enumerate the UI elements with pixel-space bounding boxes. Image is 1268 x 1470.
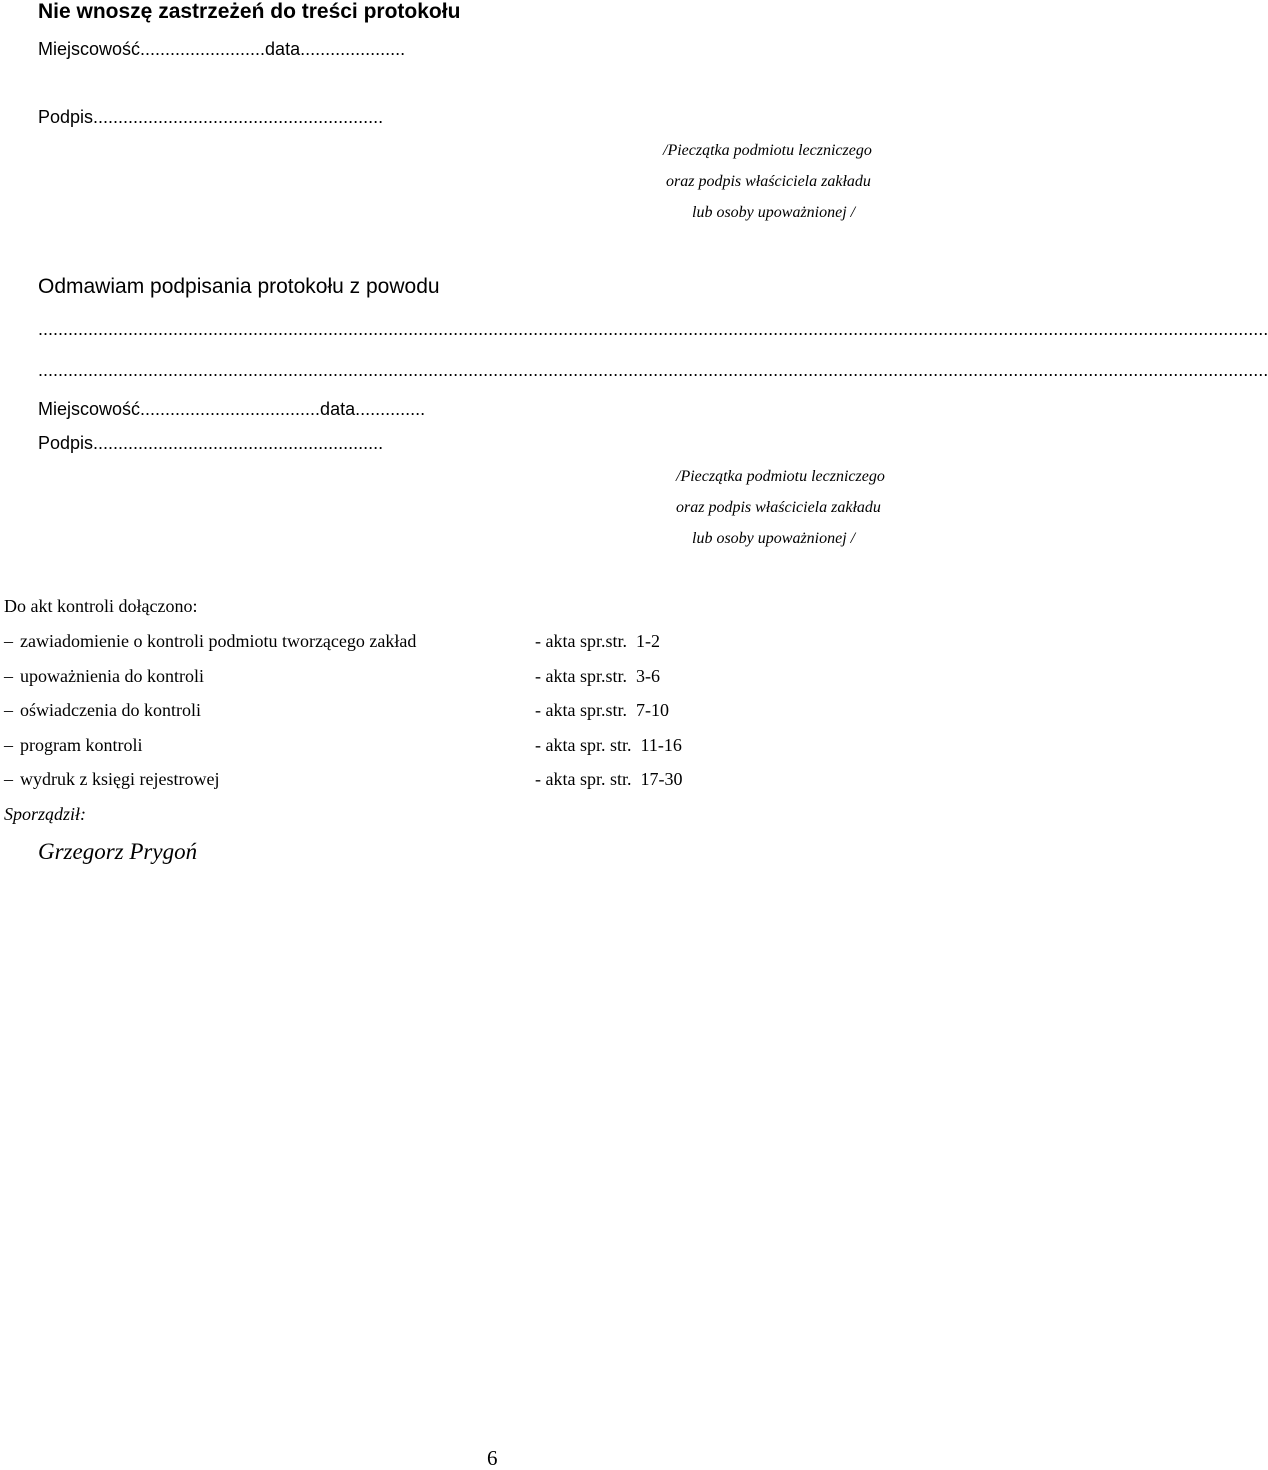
signature-line: Podpis.......................................................... xyxy=(38,107,384,127)
list-item xyxy=(4,667,204,685)
attachment-reference: - akta spr.str. 1-2 xyxy=(535,631,660,651)
reason-dotted-line: ...................................................................................................................................................................................................................................................... xyxy=(38,319,1268,339)
reason-dotted-line: ...................................................................................................................................................................................................................................................... xyxy=(38,360,1268,380)
attachments-title: Do akt kontroli dołączono: xyxy=(4,596,198,616)
list-item xyxy=(4,770,219,788)
dash-bullet: – xyxy=(4,631,13,651)
attachment-label: wydruk z księgi rejestrowej xyxy=(20,769,220,789)
stamp-note-line: /Pieczątka podmiotu leczniczego xyxy=(663,142,872,159)
stamp-note-line: lub osoby upoważnionej / xyxy=(692,530,856,547)
dash-bullet: – xyxy=(4,735,13,755)
attachment-label: zawiadomienie o kontroli podmiotu tworzącego zakład xyxy=(20,631,417,651)
dash-bullet: – xyxy=(4,700,13,720)
attachment-label: program kontroli xyxy=(20,735,143,755)
stamp-note-line: oraz podpis właściciela zakładu xyxy=(666,173,871,190)
stamp-note-line: oraz podpis właściciela zakładu xyxy=(676,499,881,516)
heading-refusal: Odmawiam podpisania protokołu z powodu xyxy=(38,275,440,298)
list-item xyxy=(4,701,201,719)
page-number: 6 xyxy=(487,1446,498,1470)
list-item xyxy=(4,736,142,754)
stamp-note-line: lub osoby upoważnionej / xyxy=(692,204,856,221)
dash-bullet: – xyxy=(4,666,13,686)
attachment-reference: - akta spr. str. 11-16 xyxy=(535,735,682,755)
place-date-line: Miejscowość....................................data.............. xyxy=(38,399,426,419)
signature-line: Podpis.......................................................... xyxy=(38,433,384,453)
place-date-line: Miejscowość.........................data..................... xyxy=(38,39,406,59)
attachment-reference: - akta spr. str. 17-30 xyxy=(535,769,683,789)
attachment-label: oświadczenia do kontroli xyxy=(20,700,201,720)
attachment-reference: - akta spr.str. 7-10 xyxy=(535,700,669,720)
prepared-by-label: Sporządził: xyxy=(4,804,87,824)
heading-no-objections: Nie wnoszę zastrzeżeń do treści protokołu xyxy=(38,0,461,23)
inspector-name: Grzegorz Prygoń xyxy=(38,839,198,864)
list-item xyxy=(4,632,416,650)
stamp-note-line: /Pieczątka podmiotu leczniczego xyxy=(676,468,885,485)
attachment-label: upoważnienia do kontroli xyxy=(20,666,204,686)
attachment-reference: - akta spr.str. 3-6 xyxy=(535,666,660,686)
dash-bullet: – xyxy=(4,769,13,789)
